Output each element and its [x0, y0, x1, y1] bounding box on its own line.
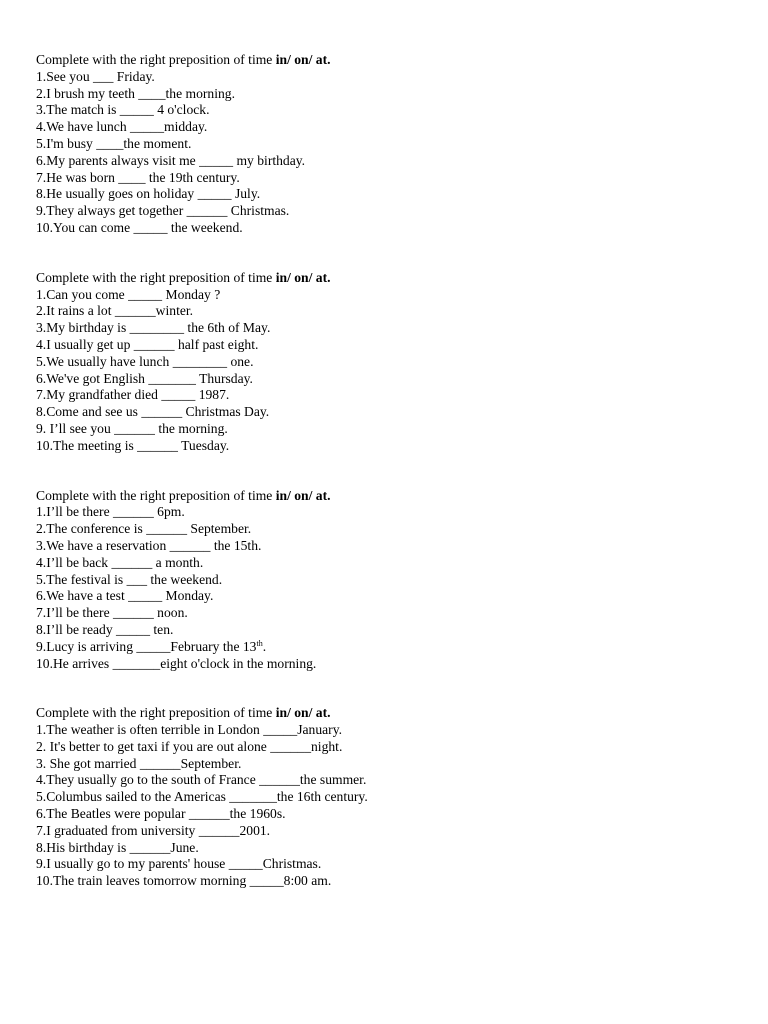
exercise-item: 4.They usually go to the south of France ______the summer.	[36, 772, 367, 788]
exercise-heading	[36, 270, 736, 287]
heading-options: in/ on/ at.	[275, 487, 331, 503]
exercise-item: 6.The Beatles were popular ______the 1960s.	[36, 806, 286, 822]
exercise-item: 10.You can come _____ the weekend.	[36, 219, 243, 235]
exercise-item: 10.He arrives _______eight o'clock in the morning.	[36, 655, 317, 671]
exercise-item: 1.See you ___ Friday.	[36, 68, 155, 84]
exercise-item: 10.The train leaves tomorrow morning _____8:00 am.	[36, 873, 332, 889]
exercise-item: 4.I usually get up ______ half past eight.	[36, 336, 259, 352]
exercise-section-3	[36, 488, 736, 673]
exercise-item: 6.We've got English _______ Thursday.	[36, 370, 253, 386]
exercise-item: 6.My parents always visit me _____ my birthday.	[36, 152, 306, 168]
exercise-section-4	[36, 705, 736, 890]
exercise-item: 1.Can you come _____ Monday ?	[36, 286, 221, 302]
heading-options: in/ on/ at.	[275, 52, 331, 67]
exercise-item: 3. She got married ______September.	[36, 755, 242, 771]
exercise-item: 8.I’ll be ready _____ ten.	[36, 621, 174, 637]
exercise-item: 4.I’ll be back ______ a month.	[36, 554, 204, 570]
heading-text: Complete with the right preposition of time	[36, 269, 276, 285]
exercise-item: 9. I’ll see you ______ the morning.	[36, 420, 228, 436]
exercise-item: 7.My grandfather died _____ 1987.	[36, 387, 230, 403]
exercise-item: 7.He was born ____ the 19th century.	[36, 169, 240, 185]
exercise-item: 2.I brush my teeth ____the morning.	[36, 85, 235, 101]
exercise-item: 3.The match is _____ 4 o'clock.	[36, 102, 210, 118]
exercise-item: 8.His birthday is ______June.	[36, 839, 199, 855]
worksheet-page	[36, 52, 736, 890]
exercise-item: 5.Columbus sailed to the Americas _______the 16th century.	[36, 789, 368, 805]
exercise-item: 10.The meeting is ______ Tuesday.	[36, 437, 230, 453]
exercise-item: 3.We have a reservation ______ the 15th.	[36, 537, 262, 553]
exercise-item: 3.My birthday is ________ the 6th of May.	[36, 320, 271, 336]
ordinal-suffix: th	[256, 638, 263, 648]
exercise-heading	[36, 52, 736, 69]
exercise-section-2	[36, 270, 736, 455]
heading-options: in/ on/ at.	[275, 705, 331, 721]
exercise-item: 1.The weather is often terrible in London _____January.	[36, 722, 343, 738]
exercise-item: 8.Come and see us ______ Christmas Day.	[36, 404, 270, 420]
exercise-item: 4.We have lunch _____midday.	[36, 119, 208, 135]
exercise-item: 2.It rains a lot ______winter.	[36, 303, 194, 319]
exercise-item: 2. It's better to get taxi if you are out alone ______night.	[36, 738, 343, 754]
exercise-item: 9.I usually go to my parents' house _____Christmas.	[36, 856, 322, 872]
heading-text: Complete with the right preposition of time	[36, 705, 276, 721]
heading-options: in/ on/ at.	[275, 269, 331, 285]
exercise-item	[36, 639, 736, 656]
exercise-heading	[36, 488, 736, 505]
exercise-item: 2.The conference is ______ September.	[36, 521, 252, 537]
exercise-item: 5.I'm busy ____the moment.	[36, 135, 192, 151]
exercise-item: 7.I graduated from university ______2001.	[36, 822, 271, 838]
exercise-section-1	[36, 52, 736, 237]
exercise-item: 6.We have a test _____ Monday.	[36, 588, 214, 604]
exercise-item: 5.The festival is ___ the weekend.	[36, 571, 223, 587]
exercise-heading	[36, 705, 736, 722]
item-end: .	[262, 638, 267, 654]
exercise-item: 5.We usually have lunch ________ one.	[36, 353, 254, 369]
exercise-item: 9.They always get together ______ Christmas.	[36, 203, 290, 219]
heading-text: Complete with the right preposition of time	[36, 487, 276, 503]
item-text: 9.Lucy is arriving _____February the 13	[36, 638, 257, 654]
exercise-item: 8.He usually goes on holiday _____ July.	[36, 186, 261, 202]
exercise-item: 7.I’ll be there ______ noon.	[36, 605, 188, 621]
exercise-item: 1.I’ll be there ______ 6pm.	[36, 504, 185, 520]
heading-text: Complete with the right preposition of time	[36, 52, 276, 67]
